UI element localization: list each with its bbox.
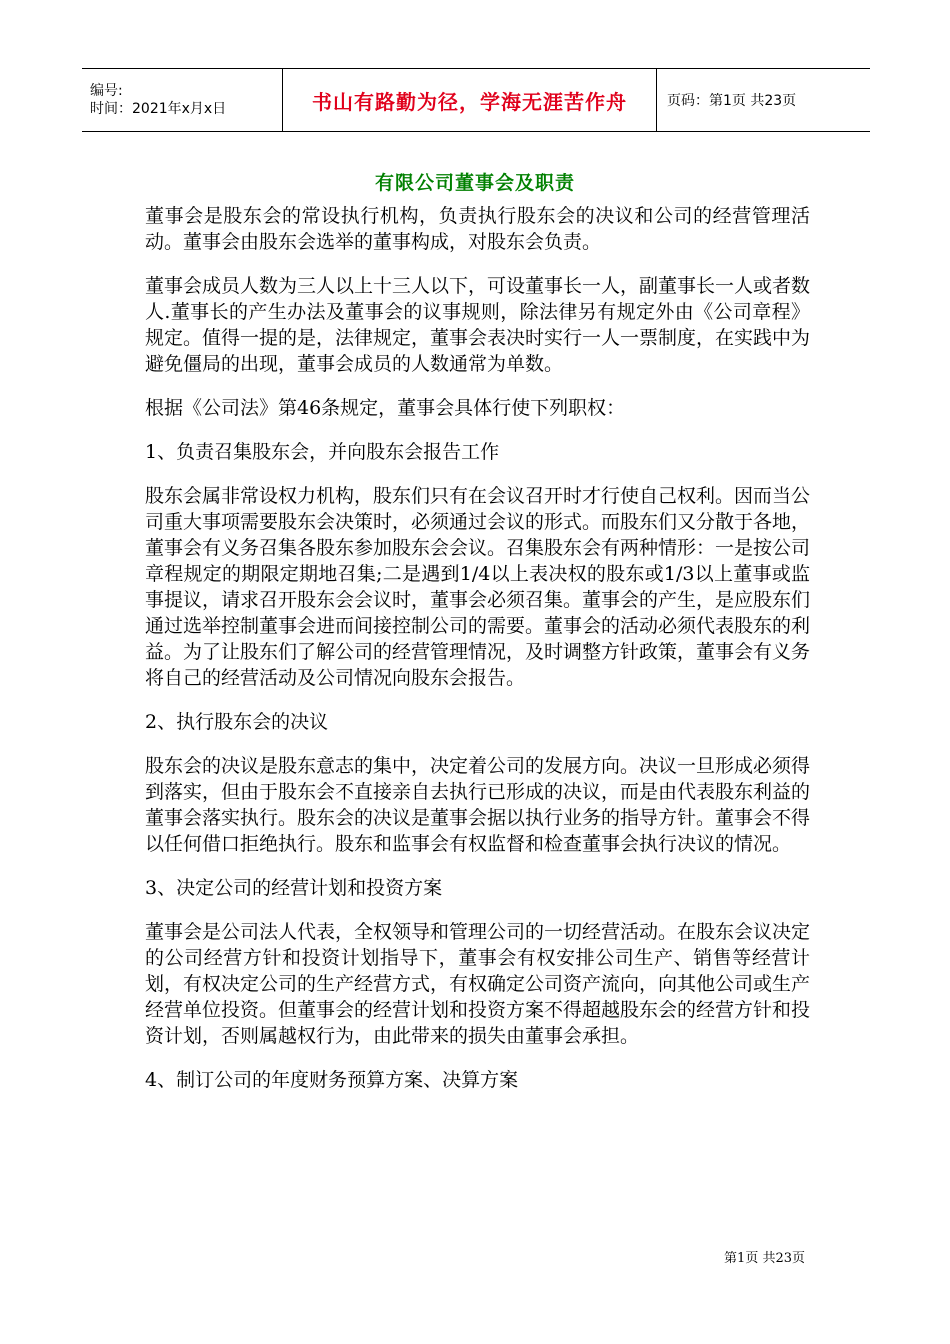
- section-heading: 1、负责召集股东会，并向股东会报告工作: [145, 441, 500, 463]
- section-heading: 4、制订公司的年度财务预算方案、决算方案: [145, 1069, 519, 1091]
- document-time-label: 时间：2021年x月x日: [90, 101, 227, 117]
- document-number-label: 编号:: [90, 83, 123, 99]
- paragraph: 董事会成员人数为三人以上十三人以下，可设董事长一人，副董事长一人或者数人.董事长的产生办法及董事会的议事规则，除法律另有规定外由《公司章程》规定。值得一提的是，法律规定，董事会表决时实行一人一票制度，在实践中为避免僵局的出现，董事会成员的人数通常为单数。: [145, 275, 811, 375]
- paragraph: 股东会属非常设权力机构，股东们只有在会议召开时才行使自己权利。因而当公司重大事项需要股东会决策时，必须通过会议的形式。而股东们又分散于各地，董事会有义务召集各股东参加股东会会议。召集股东会有两种情形：一是按公司章程规定的期限定期地召集;二是遇到1/4以上表决权的股东或1/3以上董事或监事提议，请求召开股东会会议时，董事会必须召集。董事会的产生，是应股东们通过选举控制董事会进而间接控制公司的需要。董事会的活动必须代表股东的利益。为了让股东们了解公司的经营管理情况，及时调整方针政策，董事会有义务将自己的经营活动及公司情况向股东会报告。: [145, 485, 811, 689]
- footer-page-number: 第1页 共23页: [724, 1251, 805, 1266]
- motto-text: 书山有路勤为径，学海无涯苦作舟: [312, 89, 627, 114]
- page-footer: [724, 1247, 805, 1266]
- header-motto: [282, 69, 657, 131]
- paragraph: 根据《公司法》第46条规定，董事会具体行使下列职权：: [145, 397, 626, 419]
- section-heading: 3、决定公司的经营计划和投资方案: [145, 877, 443, 899]
- document-body: [145, 203, 810, 1111]
- section-heading: 2、执行股东会的决议: [145, 711, 329, 733]
- paragraph: 董事会是股东会的常设执行机构，负责执行股东会的决议和公司的经营管理活动。董事会由股东会选举的董事构成，对股东会负责。: [145, 205, 810, 253]
- paragraph: 股东会的决议是股东意志的集中，决定着公司的发展方向。决议一旦形成必须得到落实，但由于股东会不直接亲自去执行已形成的决议，而是由代表股东利益的董事会落实执行。股东会的决议是董事会据以执行业务的指导方针。董事会不得以任何借口拒绝执行。股东和监事会有权监督和检查董事会执行决议的情况。: [145, 755, 811, 855]
- document-title: 有限公司董事会及职责: [374, 172, 575, 194]
- paragraph: 董事会是公司法人代表，全权领导和管理公司的一切经营活动。在股东会议决定的公司经营方针和投资计划指导下，董事会有权安排公司生产、销售等经营计划，有权决定公司的生产经营方式，有权确定公司资产流向，向其他公司或生产经营单位投资。但董事会的经营计划和投资方案不得超越股东会的经营方针和投资计划，否则属越权行为，由此带来的损失由董事会承担。: [145, 921, 811, 1047]
- header-meta: [82, 69, 282, 131]
- header-page-number: 页码：第1页 共23页: [667, 93, 797, 109]
- page-header: [82, 68, 870, 132]
- header-page-info: [657, 69, 870, 131]
